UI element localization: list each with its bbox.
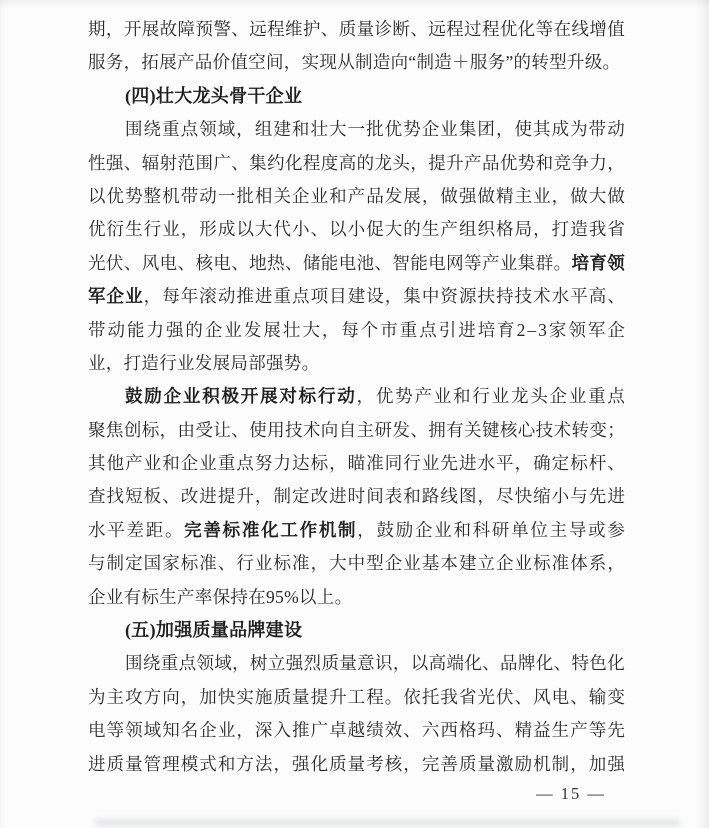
- text-line: 查 找 短 板 、 改 进 提 升 ， 制 定 改 进 时 间 表 和 路 线 图 ， 尽 快 缩 小 与 先 进: [88, 486, 625, 507]
- text-line: 围 绕 重 点 领 域 ， 组 建 和 壮 大 一 批 优 势 企 业 集 团 ， 使 其 成 为 带 动: [125, 119, 625, 140]
- text-line: 企业有标生产率保持在95%以上。: [88, 586, 353, 607]
- text-line: 围 绕 重 点 领 域 ， 树 立 强 烈 质 量 意 识 ， 以 高 端 化 、 品 牌 化 、 特 色 化: [125, 653, 625, 674]
- text-line: 其 他 产 业 和 企 业 重 点 努 力 达 标 ， 瞄 准 同 行 业 先 进 水 平 ， 确 定 标 杆 、: [88, 453, 625, 474]
- text-line: 与 制 定 国 家 标 准 、 行 业 标 准 ， 大 中 型 企 业 基 本 建 立 企 业 标 准 体 系 ，: [88, 553, 625, 574]
- scan-edge-left: [0, 0, 6, 828]
- text-line: 鼓 励 企 业 积 极 开 展 对 标 行 动 ， 优 势 产 业 和 行 业 龙 头 企 业 重 点: [125, 386, 625, 407]
- text-line: 进 质 量 管 理 模 式 和 方 法 ， 强 化 质 量 考 核 ， 完 善 质 量 激 励 机 制 ， 加 强: [88, 753, 625, 774]
- scan-edge-right: [695, 0, 709, 828]
- text-line: 带 动 能 力 强 的 企 业 发 展 壮 大 ， 每 个 市 重 点 引 进 培 育 2 – 3 家 领 军 企: [88, 319, 625, 340]
- scan-artifact: [95, 819, 680, 826]
- section-heading: (四)壮大龙头骨干企业: [125, 85, 303, 106]
- text-line: 军 企 业 ， 每 年 滚 动 推 进 重 点 项 目 建 设 ， 集 中 资 源 扶 持 技 术 水 平 高 、: [88, 286, 625, 307]
- text-line: 业，打造行业发展局部强势。: [88, 352, 320, 373]
- text-line: 性 强 、 辐 射 范 围 广 、 集 约 化 程 度 高 的 龙 头 ， 提 升 产 品 优 势 和 竞 争 力 ，: [88, 152, 625, 173]
- document-lines: [88, 13, 625, 781]
- text-line: 光 伏 、 风 电 、 核 电 、 地 热 、 储 能 电 池 、 智 能 电 网 等 产 业 集 群 。 培 育 领: [88, 252, 625, 273]
- text-line: 服务，拓展产品价值空间，实现从制造向“制造＋服务”的转型升级。: [88, 52, 621, 73]
- text-line: 期 ， 开 展 故 障 预 警 、 远 程 维 护 、 质 量 诊 断 、 远 程 过 程 优 化 等 在 线 增 值: [88, 19, 625, 39]
- text-line: 优 衍 生 行 业 ， 形 成 以 大 代 小 、 以 小 促 大 的 生 产 组 织 格 局 ， 打 造 我 省: [88, 219, 625, 240]
- text-line: 为 主 攻 方 向 ， 加 快 实 施 质 量 提 升 工 程 。 依 托 我 省 光 伏 、 风 电 、 输 变: [88, 686, 625, 707]
- text-line: 水 平 差 距 。 完 善 标 准 化 工 作 机 制 ， 鼓 励 企 业 和 科 研 单 位 主 导 或 参: [88, 519, 625, 540]
- page-number: — 15 —: [536, 784, 606, 803]
- scan-edge-top: [0, 0, 709, 8]
- text-line: 以 优 势 整 机 带 动 一 批 相 关 企 业 和 产 品 发 展 ， 做 强 做 精 主 业 ， 做 大 做: [88, 185, 625, 206]
- text-line: 电 等 领 域 知 名 企 业 ， 深 入 推 广 卓 越 绩 效 、 六 西 格 玛 、 精 益 生 产 等 先: [88, 720, 625, 741]
- text-line: 聚 焦 创 标 ， 由 受 让 、 使 用 技 术 向 自 主 研 发 、 拥 有 关 键 核 心 技 术 转 变 ；: [88, 419, 625, 440]
- section-heading: (五)加强质量品牌建设: [125, 620, 303, 641]
